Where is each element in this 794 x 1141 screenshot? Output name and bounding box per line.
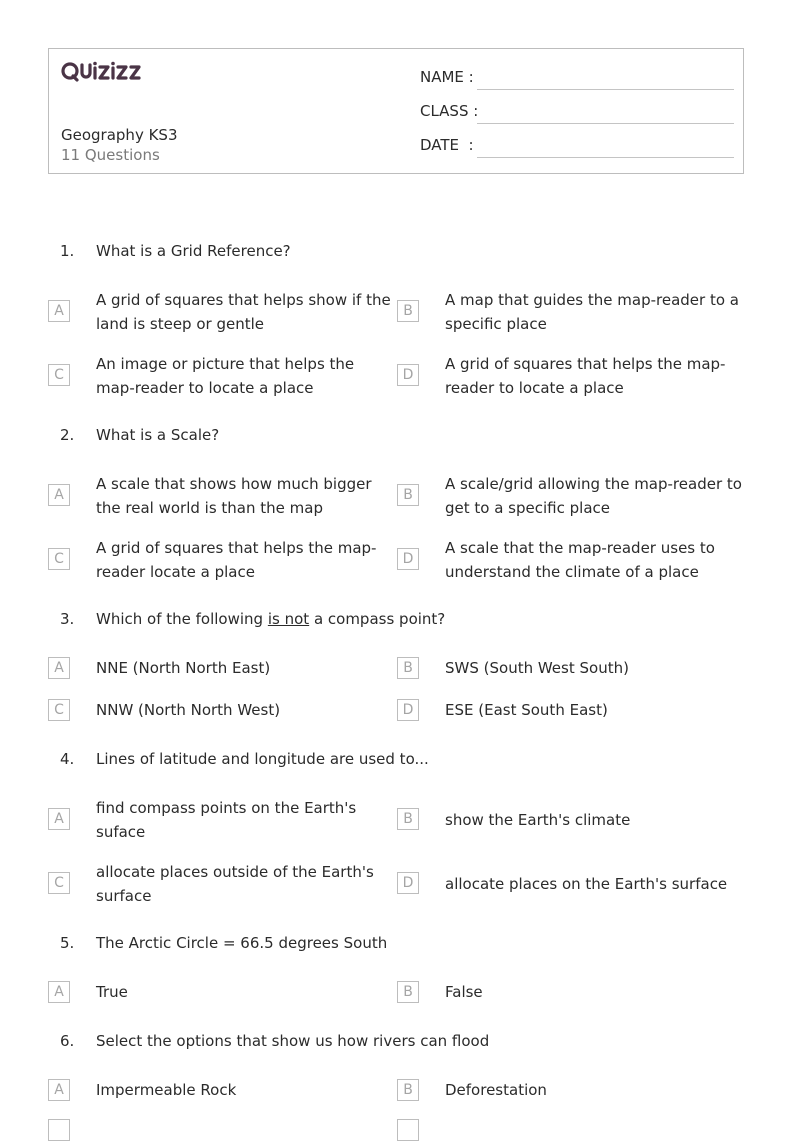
question-text: What is a Scale? [96, 426, 220, 444]
option-text: Impermeable Rock [96, 1081, 237, 1099]
option-letter-box[interactable]: B [397, 484, 419, 506]
class-field [420, 102, 734, 124]
option-text: Deforestation [445, 1081, 547, 1099]
question-text-after: a compass point? [309, 610, 446, 628]
question-number: 6. [60, 1032, 75, 1050]
question-text-underlined: is not [267, 610, 310, 628]
option-letter-box[interactable]: B [397, 300, 419, 322]
option-text: NNW (North North West) [96, 701, 281, 719]
quizizz-logo-mark [61, 59, 153, 89]
option-letter-box[interactable]: A [48, 657, 70, 679]
option-letter-box[interactable]: C [48, 548, 70, 570]
name-write-line[interactable] [477, 89, 734, 90]
question-text [96, 610, 736, 628]
option-letter-box[interactable]: B [397, 981, 419, 1003]
option-text: show the Earth's climate [445, 811, 631, 829]
option-letter-box[interactable]: B [397, 657, 419, 679]
option-letter-box[interactable]: A [48, 1079, 70, 1101]
option-text: A grid of squares that helps show if the land is steep or gentle [96, 291, 391, 333]
option-text: NNE (North North East) [96, 659, 271, 677]
option-text: A scale that the map-reader uses to understand the climate of a place [445, 539, 715, 581]
option-text: allocate places outside of the Earth's surface [96, 863, 374, 905]
option-letter-box[interactable]: A [48, 484, 70, 506]
option-letter-box[interactable]: A [48, 981, 70, 1003]
option-letter-box[interactable]: A [48, 808, 70, 830]
option-letter-box[interactable]: B [397, 1079, 419, 1101]
option-letter-box[interactable]: C [48, 872, 70, 894]
option-text: ESE (East South East) [445, 701, 608, 719]
option-text: A grid of squares that helps the map-reader to locate a place [445, 355, 726, 397]
option-letter-box[interactable] [397, 1119, 419, 1141]
option-text: False [445, 983, 483, 1001]
question-text-before: Which of the following [96, 610, 268, 628]
option-text: A grid of squares that helps the map-reader locate a place [96, 539, 377, 581]
question-number: 2. [60, 426, 75, 444]
option-text: A scale that shows how much bigger the real world is than the map [96, 475, 372, 517]
date-label: DATE : [420, 136, 474, 154]
option-letter-box[interactable]: D [397, 872, 419, 894]
name-label: NAME : [420, 68, 474, 86]
class-label: CLASS : [420, 102, 479, 120]
question-number: 4. [60, 750, 75, 768]
question-number: 1. [60, 242, 75, 260]
worksheet-title: Geography KS3 [61, 126, 178, 144]
question-text: Select the options that show us how rivers can flood [96, 1032, 490, 1050]
date-write-line[interactable] [477, 157, 734, 158]
class-write-line[interactable] [477, 123, 734, 124]
option-letter-box[interactable] [48, 1119, 70, 1141]
option-text: SWS (South West South) [445, 659, 629, 677]
option-text: find compass points on the Earth's suface [96, 799, 357, 841]
question-text: What is a Grid Reference? [96, 242, 291, 260]
option-letter-box[interactable]: B [397, 808, 419, 830]
question-text: The Arctic Circle = 66.5 degrees South [96, 934, 388, 952]
option-text: True [96, 983, 128, 1001]
option-text: A map that guides the map-reader to a specific place [445, 291, 739, 333]
option-text: An image or picture that helps the map-reader to locate a place [96, 355, 355, 397]
question-number: 3. [60, 610, 75, 628]
option-letter-box[interactable]: C [48, 699, 70, 721]
option-letter-box[interactable]: C [48, 364, 70, 386]
quizizz-logo [61, 59, 153, 89]
name-field [420, 68, 734, 90]
option-text: allocate places on the Earth's surface [445, 875, 728, 893]
option-letter-box[interactable]: D [397, 548, 419, 570]
worksheet-header [48, 48, 744, 174]
question-count: 11 Questions [61, 146, 160, 164]
option-letter-box[interactable]: D [397, 699, 419, 721]
date-field [420, 136, 734, 158]
question-text: Lines of latitude and longitude are used to... [96, 750, 429, 768]
question-number: 5. [60, 934, 75, 952]
option-text: A scale/grid allowing the map-reader to get to a specific place [445, 475, 742, 517]
option-letter-box[interactable]: A [48, 300, 70, 322]
option-letter-box[interactable]: D [397, 364, 419, 386]
